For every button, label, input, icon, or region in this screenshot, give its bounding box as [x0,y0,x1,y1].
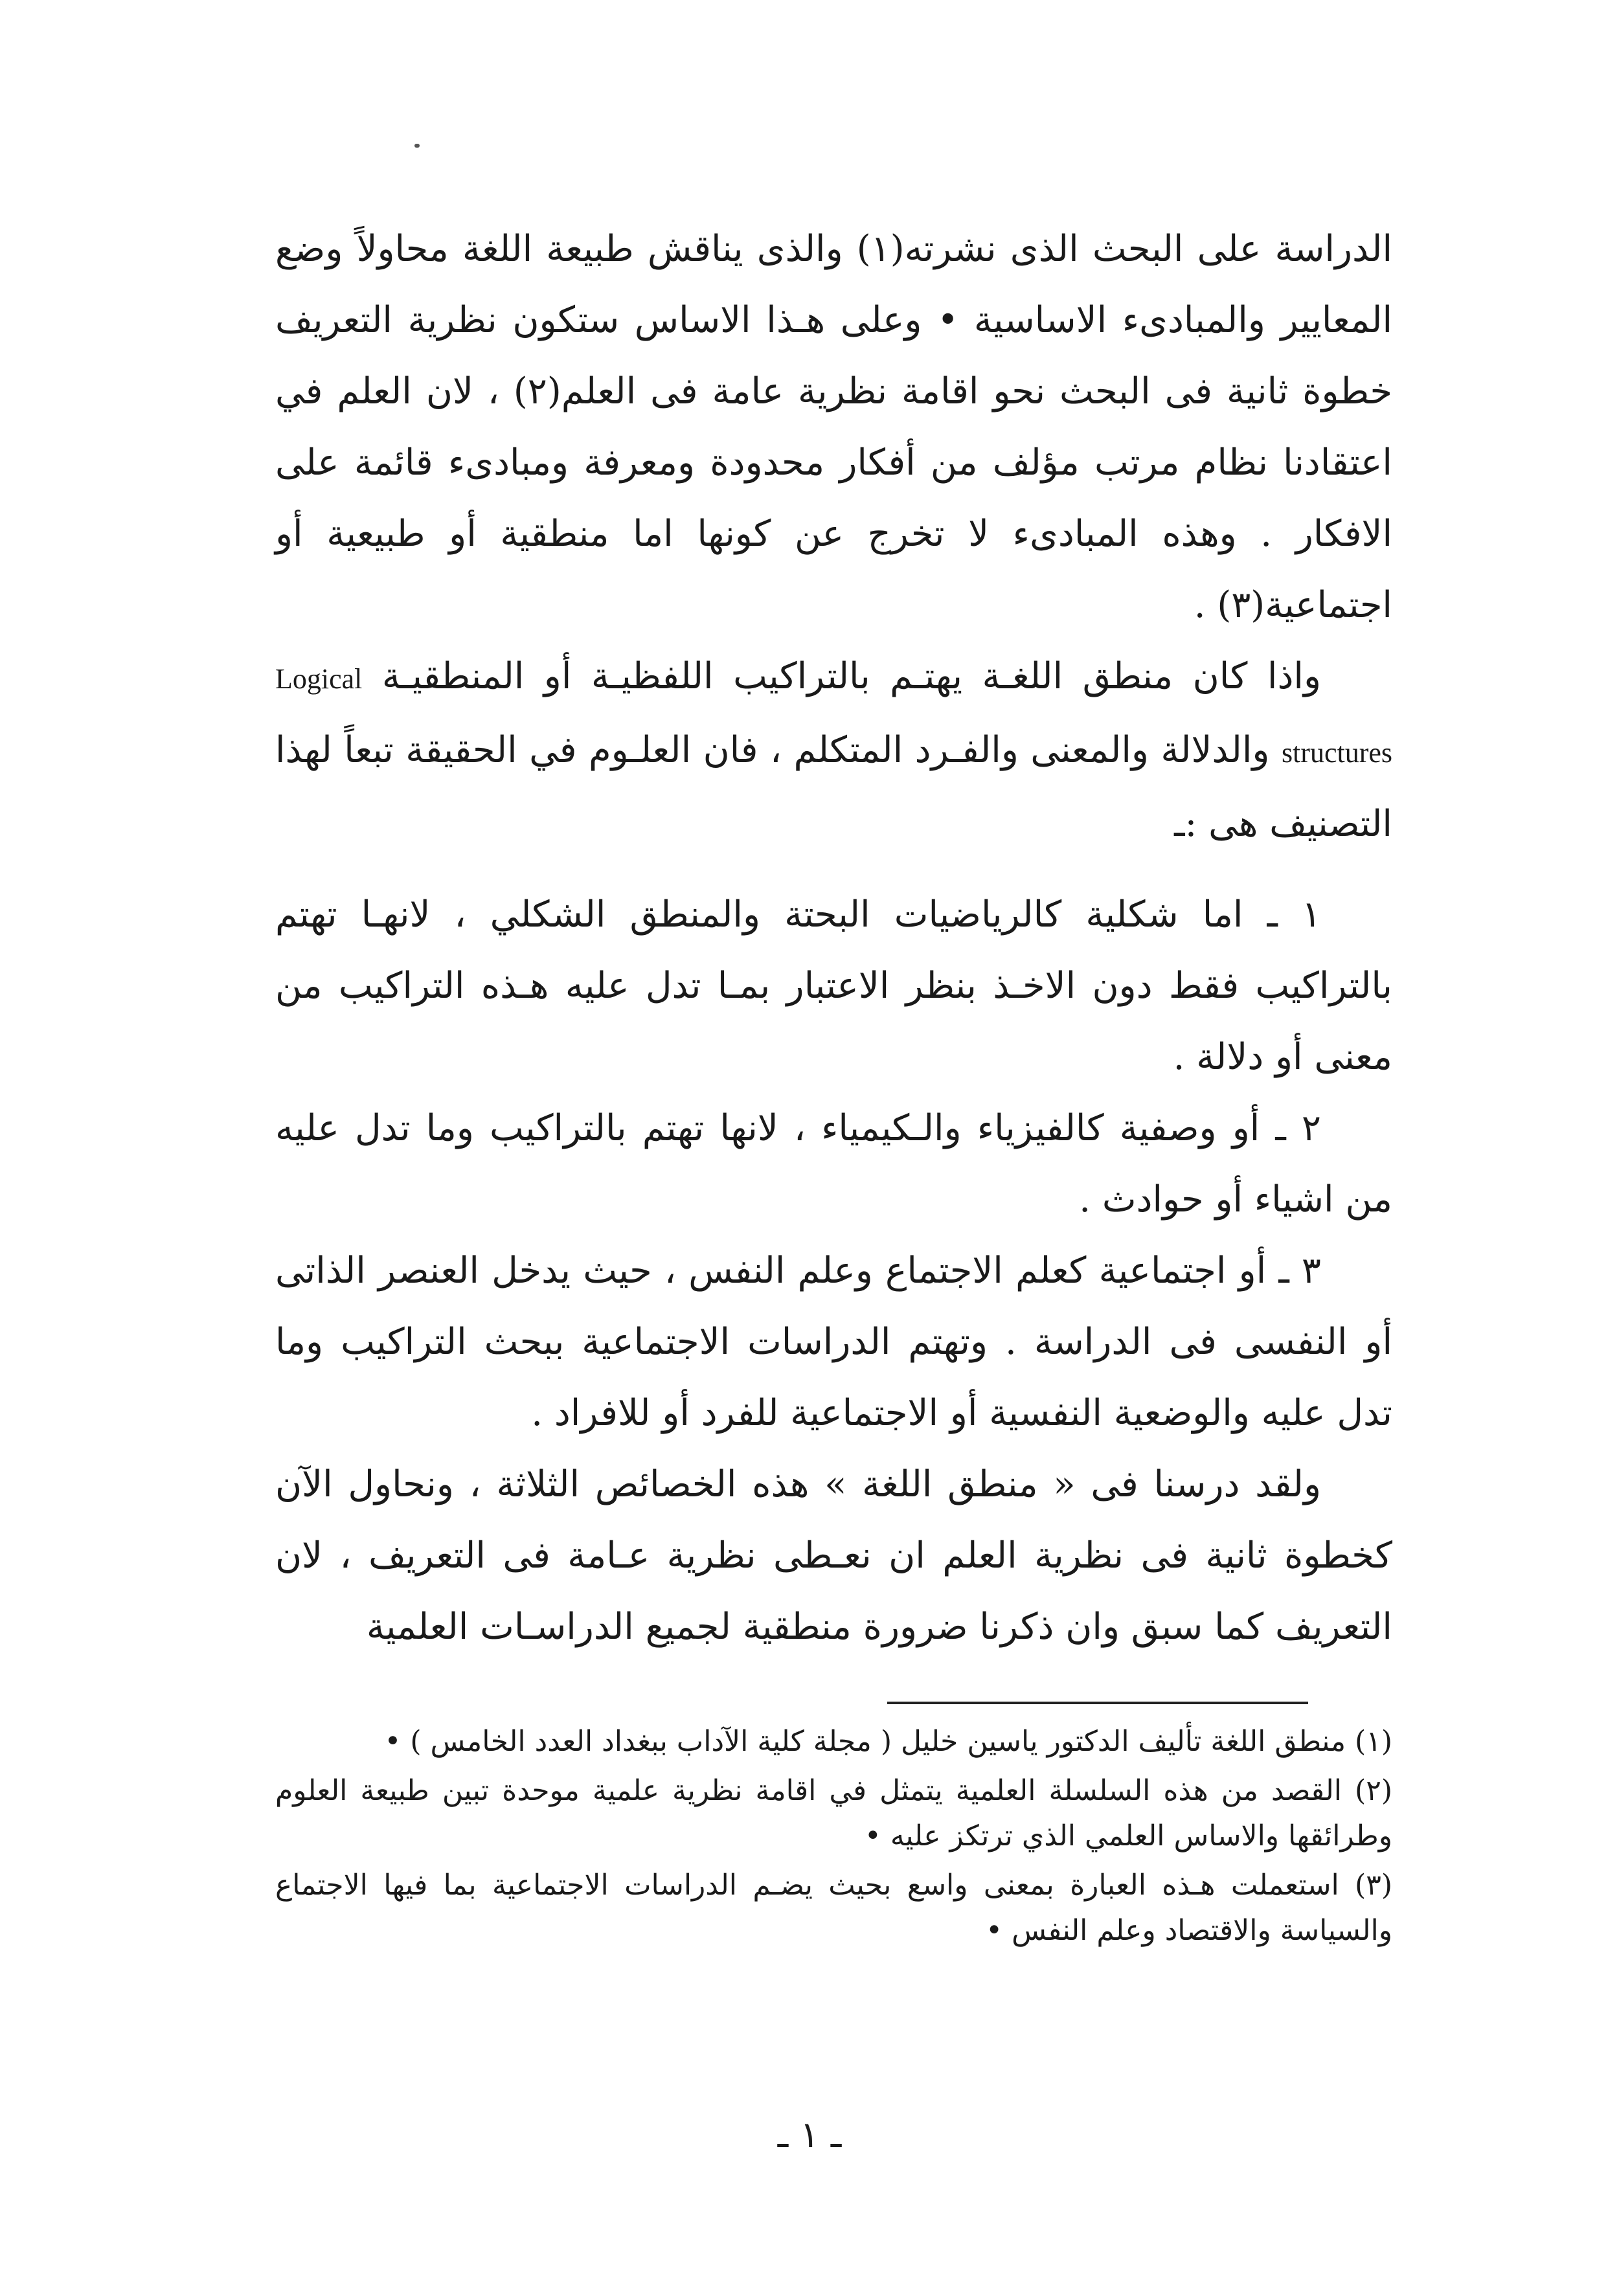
list-item-social: ٣ ـ أو اجتماعية كعلم الاجتماع وعلم النفس ، حيث يدخل العنصر الذاتى أو النفسى فى الدراسة . وتهتم الدراسات الاجتماعية ببحث التراكيب وما تدل عليه والوضعية النفسية أو الاجتماعية للفرد أو للافراد . [275,1250,1392,1434]
paragraph-logic-structures [275,641,1392,860]
list-item-descriptive: ٢ ـ أو وصفية كالفيزياء والـكيمياء ، لانها تهتم بالتراكيب وما تدل عليه من اشياء أو حوادث . [275,1107,1392,1221]
page-number: ـ ١ ـ [777,2114,842,2156]
footnotes [275,1719,1392,1957]
paragraph-logic-text-b: والدلالة والمعنى والفـرد المتكلم ، فان العلـوم في الحقيقة تبعاً لهذا التصنيف هى :ـ [275,729,1392,845]
paragraph-definition: ولقد درسنا فى « منطق اللغة » هذه الخصائص الثلاثة ، ونحاول الآن كخطوة ثانية فى نظرية العلم ان نعـطى نظرية عـامة فى التعريف ، لان التعريف كما سبق وان ذكرنا ضرورة منطقية لجميع الدراسـات العلمية [275,1463,1392,1648]
footnote-3: (٣) استعملت هـذه العبارة بمعنى واسع بحيث يضـم الدراسات الاجتماعية بما فيها الاجتماع والسياسة والاقتصاد وعلم النفس • [275,1869,1392,1947]
list-item-formal: ١ ـ اما شكلية كالرياضيات البحتة والمنطق الشكلي ، لانهـا تهتم بالتراكيب فقط دون الاخـذ بنظر الاعتبار بمـا تدل عليه هـذه التراكيب من معنى أو دلالة . [275,894,1392,1078]
paragraph-logic-text-a: واذا كان منطق اللغـة يهتـم بالتراكيب اللفظيـة أو المنطقيـة [381,655,1322,697]
main-text [275,214,1392,1663]
footnote-2: (٢) القصد من هذه السلسلة العلمية يتمثل في اقامة نظرية علمية موحدة تبين طبيعة العلوم وطرائقها والاساس العلمي الذي ترتكز عليه • [275,1774,1392,1852]
paragraph-intro: الدراسة على البحث الذى نشرته(١) والذى يناقش طبيعة اللغة محاولاً وضع المعايير والمبادىء الاساسية • وعلى هـذا الاساس ستكون نظرية التعريف خطوة ثانية فى البحث نحو اقامة نظرية عامة فى العلم(٢) ، لان العلم في اعتقادنا نظام مرتب مؤلف من أفكار محدودة ومعرفة ومبادىء قائمة على الافكار . وهذه المبادىء لا تخرج عن كونها اما منطقية أو طبيعية أو اجتماعية(٣) . [275,228,1393,626]
footnote-1: (١) منطق اللغة تأليف الدكتور ياسين خليل ( مجلة كلية الآداب ببغداد العدد الخامس ) • [384,1725,1392,1758]
scan-speck [414,144,420,148]
english-term: Logical structures [275,663,1392,769]
footnote-separator [887,1702,1308,1704]
